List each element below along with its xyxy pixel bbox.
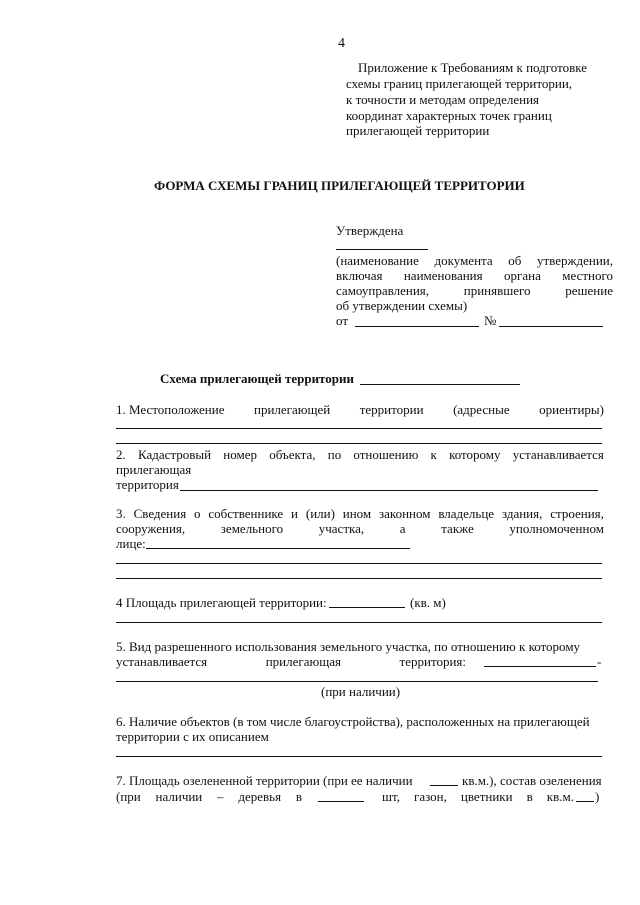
flowerbed-area-field[interactable]	[576, 801, 594, 802]
location-field[interactable]	[116, 443, 602, 444]
item-land-use: устанавливается прилегающая территория:	[116, 654, 466, 669]
appendix-line: Приложение к Требованиям к подготовке	[358, 60, 588, 75]
land-use-field[interactable]	[484, 666, 596, 667]
approval-note-line: (наименование документа об утверждении,	[336, 253, 613, 268]
item-greenery: кв.м.), состав озеленения	[462, 773, 602, 788]
scheme-heading: Схема прилегающей территории	[160, 371, 354, 386]
item-cadastral-text: территория	[116, 477, 179, 492]
area-extra-line[interactable]	[116, 622, 602, 623]
number-field[interactable]	[499, 326, 603, 327]
owner-field[interactable]	[116, 563, 602, 564]
owner-field[interactable]	[146, 548, 410, 549]
greenery-area-field[interactable]	[430, 785, 458, 786]
page-number: 4	[338, 36, 345, 51]
cadastral-number-field[interactable]	[180, 490, 598, 491]
item-location: 1. Местоположение прилегающей территории (адресные ориентиры)	[116, 402, 604, 417]
objects-field[interactable]	[116, 756, 602, 757]
area-field[interactable]	[329, 607, 405, 608]
item-objects: территории с их описанием	[116, 729, 269, 744]
item-land-use-dash: -	[597, 654, 602, 669]
item-greenery: 7. Площадь озелененной территории (при ее наличии	[116, 773, 413, 788]
item-greenery-close: )	[595, 789, 600, 804]
appendix-line: прилегающей территории	[346, 123, 490, 138]
item-area-label: 4 Площадь прилегающей территории:	[116, 595, 327, 610]
approval-note-line: самоуправления, принявшего решение	[336, 283, 613, 298]
approval-note-line: об утверждении схемы)	[336, 298, 468, 313]
item-owner: 3. Сведения о собственнике и (или) ином законном владельце здания, строения,	[116, 506, 604, 521]
document-title: ФОРМА СХЕМЫ ГРАНИЦ ПРИЛЕГАЮЩЕЙ ТЕРРИТОРИИ	[154, 178, 525, 193]
trees-count-field[interactable]	[318, 801, 364, 802]
location-field[interactable]	[116, 428, 602, 429]
item-owner: сооружения, земельного участка, а также уполномоченном	[116, 521, 604, 536]
item-objects: 6. Наличие объектов (в том числе благоустройства), расположенных на прилегающей	[116, 714, 590, 729]
item-cadastral: 2. Кадастровый номер объекта, по отношению к которому устанавливается	[116, 447, 604, 462]
item-area-unit: (кв. м)	[410, 595, 446, 610]
item-greenery: (при наличии – деревья в	[116, 789, 302, 804]
approval-note-line: включая наименования органа местного	[336, 268, 613, 283]
appendix-line: схемы границ прилегающей территории,	[346, 76, 573, 91]
scheme-name-field[interactable]	[360, 384, 520, 385]
item-greenery: шт, газон, цветники в кв.м.	[382, 789, 574, 804]
item-owner-text: лице:	[116, 536, 146, 551]
item-land-use: 5. Вид разрешенного использования земельного участка, по отношению к которому	[116, 639, 581, 654]
land-use-field[interactable]	[116, 681, 598, 682]
land-use-note: (при наличии)	[321, 684, 401, 699]
from-label: от	[336, 313, 349, 328]
appendix-line: к точности и методам определения	[346, 92, 540, 107]
number-label: №	[484, 313, 497, 328]
approved-label: Утверждена	[336, 223, 404, 238]
item-cadastral-text: прилегающая	[116, 462, 192, 477]
date-field[interactable]	[355, 326, 479, 327]
owner-field[interactable]	[116, 578, 602, 579]
approval-underline	[336, 249, 428, 250]
appendix-line: координат характерных точек границ	[346, 108, 552, 123]
